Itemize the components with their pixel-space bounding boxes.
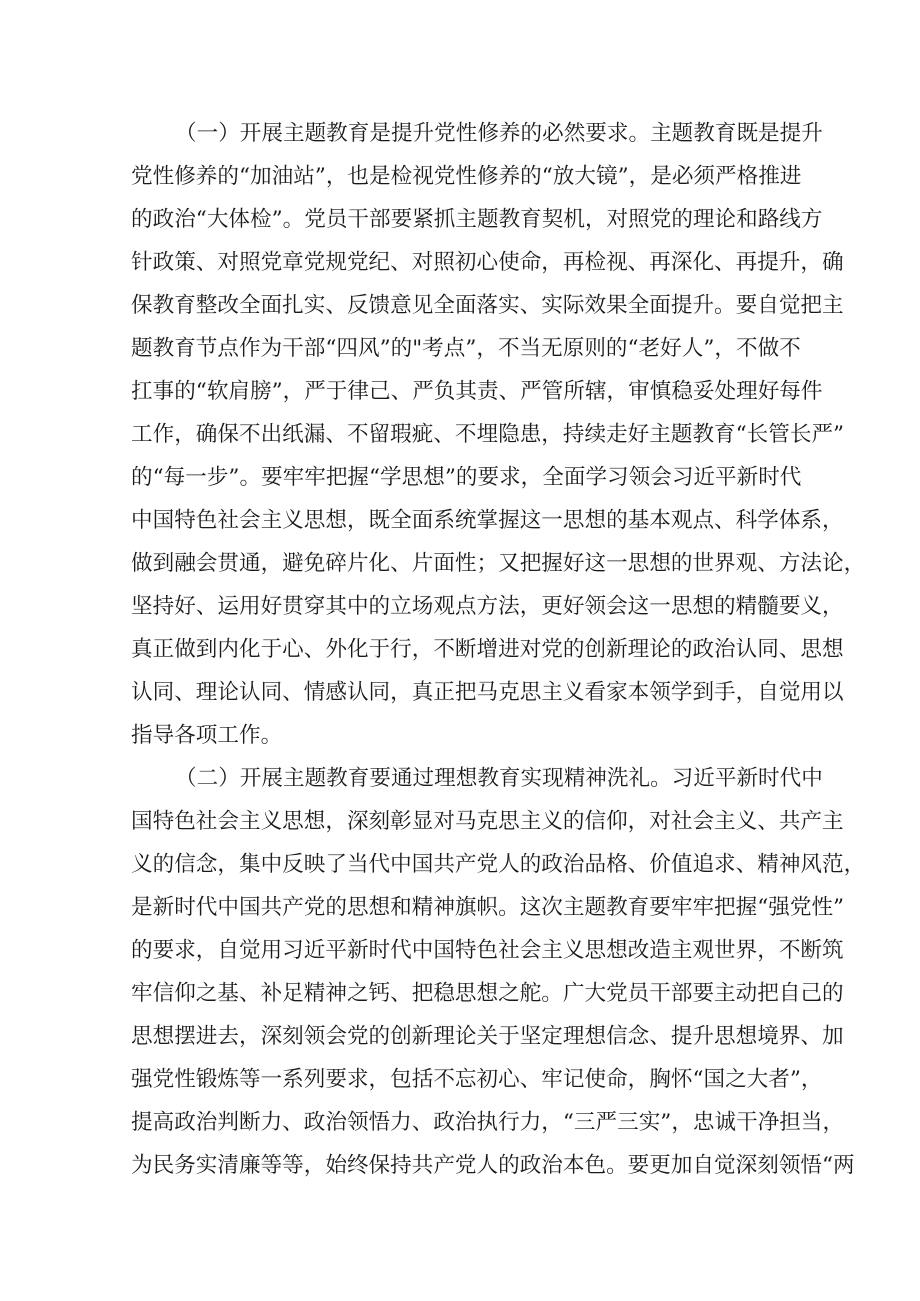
paragraph-line: 题教育节点作为干部“四风”的"考点”，不当无原则的“老好人”，不做不 <box>131 336 801 361</box>
paragraph-line: 义的信念，集中反映了当代中国共产党人的政治品格、价值追求、精神风范， <box>131 852 866 877</box>
paragraph-line: 认同、理论认同、情感认同，真正把马克思主义看家本领学到手，自觉用以 <box>131 680 844 705</box>
paragraph-line: 工作，确保不出纸漏、不留瑕疵、不埋隐患，持续走好主题教育“长管长严” <box>131 422 845 447</box>
paragraph-line: 针政策、对照党章党规党纪、对照初心使命，再检视、再深化、再提升，确 <box>131 250 844 275</box>
paragraph-line: 强党性锻炼等一系列要求，包括不忘初心、牢记使命，胸怀“国之大者”， <box>131 1067 823 1092</box>
paragraph-line: （一）开展主题教育是提升党性修养的必然要求。主题教育既是提升 <box>175 121 823 146</box>
paragraph-line: 扛事的“软肩膀”，严于律己、严负其责、严管所辖，审慎稳妥处理好每件 <box>131 379 823 404</box>
paragraph-line: 是新时代中国共产党的思想和精神旗帜。这次主题教育要牢牢把握“强党性” <box>131 895 845 920</box>
paragraph-line: 保教育整改全面扎实、反馈意见全面落实、实际效果全面提升。要自觉把主 <box>131 293 844 318</box>
paragraph-line: （二）开展主题教育要通过理想教育实现精神洗礼。习近平新时代中 <box>175 766 823 791</box>
paragraph-line: 的“每一步”。要牢牢把握“学思想”的要求，全面学习领会习近平新时代 <box>131 465 802 490</box>
paragraph-line: 的政治“大体检”。党员干部要紧抓主题教育契机，对照党的理论和路线方 <box>131 207 823 232</box>
paragraph-line: 坚持好、运用好贯穿其中的立场观点方法，更好领会这一思想的精髓要义， <box>131 594 844 619</box>
paragraph-line: 做到融会贯通，避免碎片化、片面性；又把握好这一思想的世界观、方法论， <box>131 551 866 576</box>
paragraph-line: 指导各项工作。 <box>131 723 283 748</box>
paragraph-line: 思想摆进去，深刻领会党的创新理论关于坚定理想信念、提升思想境界、加 <box>131 1024 844 1049</box>
paragraph-line: 中国特色社会主义思想，既全面系统掌握这一思想的基本观点、科学体系， <box>131 508 844 533</box>
paragraph-line: 为民务实清廉等等，始终保持共产党人的政治本色。要更加自觉深刻领悟“两 <box>131 1153 855 1178</box>
paragraph-line: 牢信仰之基、补足精神之钙、把稳思想之舵。广大党员干部要主动把自己的 <box>131 981 844 1006</box>
paragraph-line: 国特色社会主义思想，深刻彰显对马克思主义的信仰，对社会主义、共产主 <box>131 809 844 834</box>
paragraph-line: 真正做到内化于心、外化于行，不断增进对党的创新理论的政治认同、思想 <box>131 637 844 662</box>
paragraph-line: 的要求，自觉用习近平新时代中国特色社会主义思想改造主观世界，不断筑 <box>131 938 844 963</box>
paragraph-line: 党性修养的“加油站”，也是检视党性修养的“放大镜”，是必须严格推进 <box>131 164 802 189</box>
paragraph-line: 提高政治判断力、政治领悟力、政治执行力，“三严三实”，忠诚干净担当， <box>131 1110 845 1135</box>
